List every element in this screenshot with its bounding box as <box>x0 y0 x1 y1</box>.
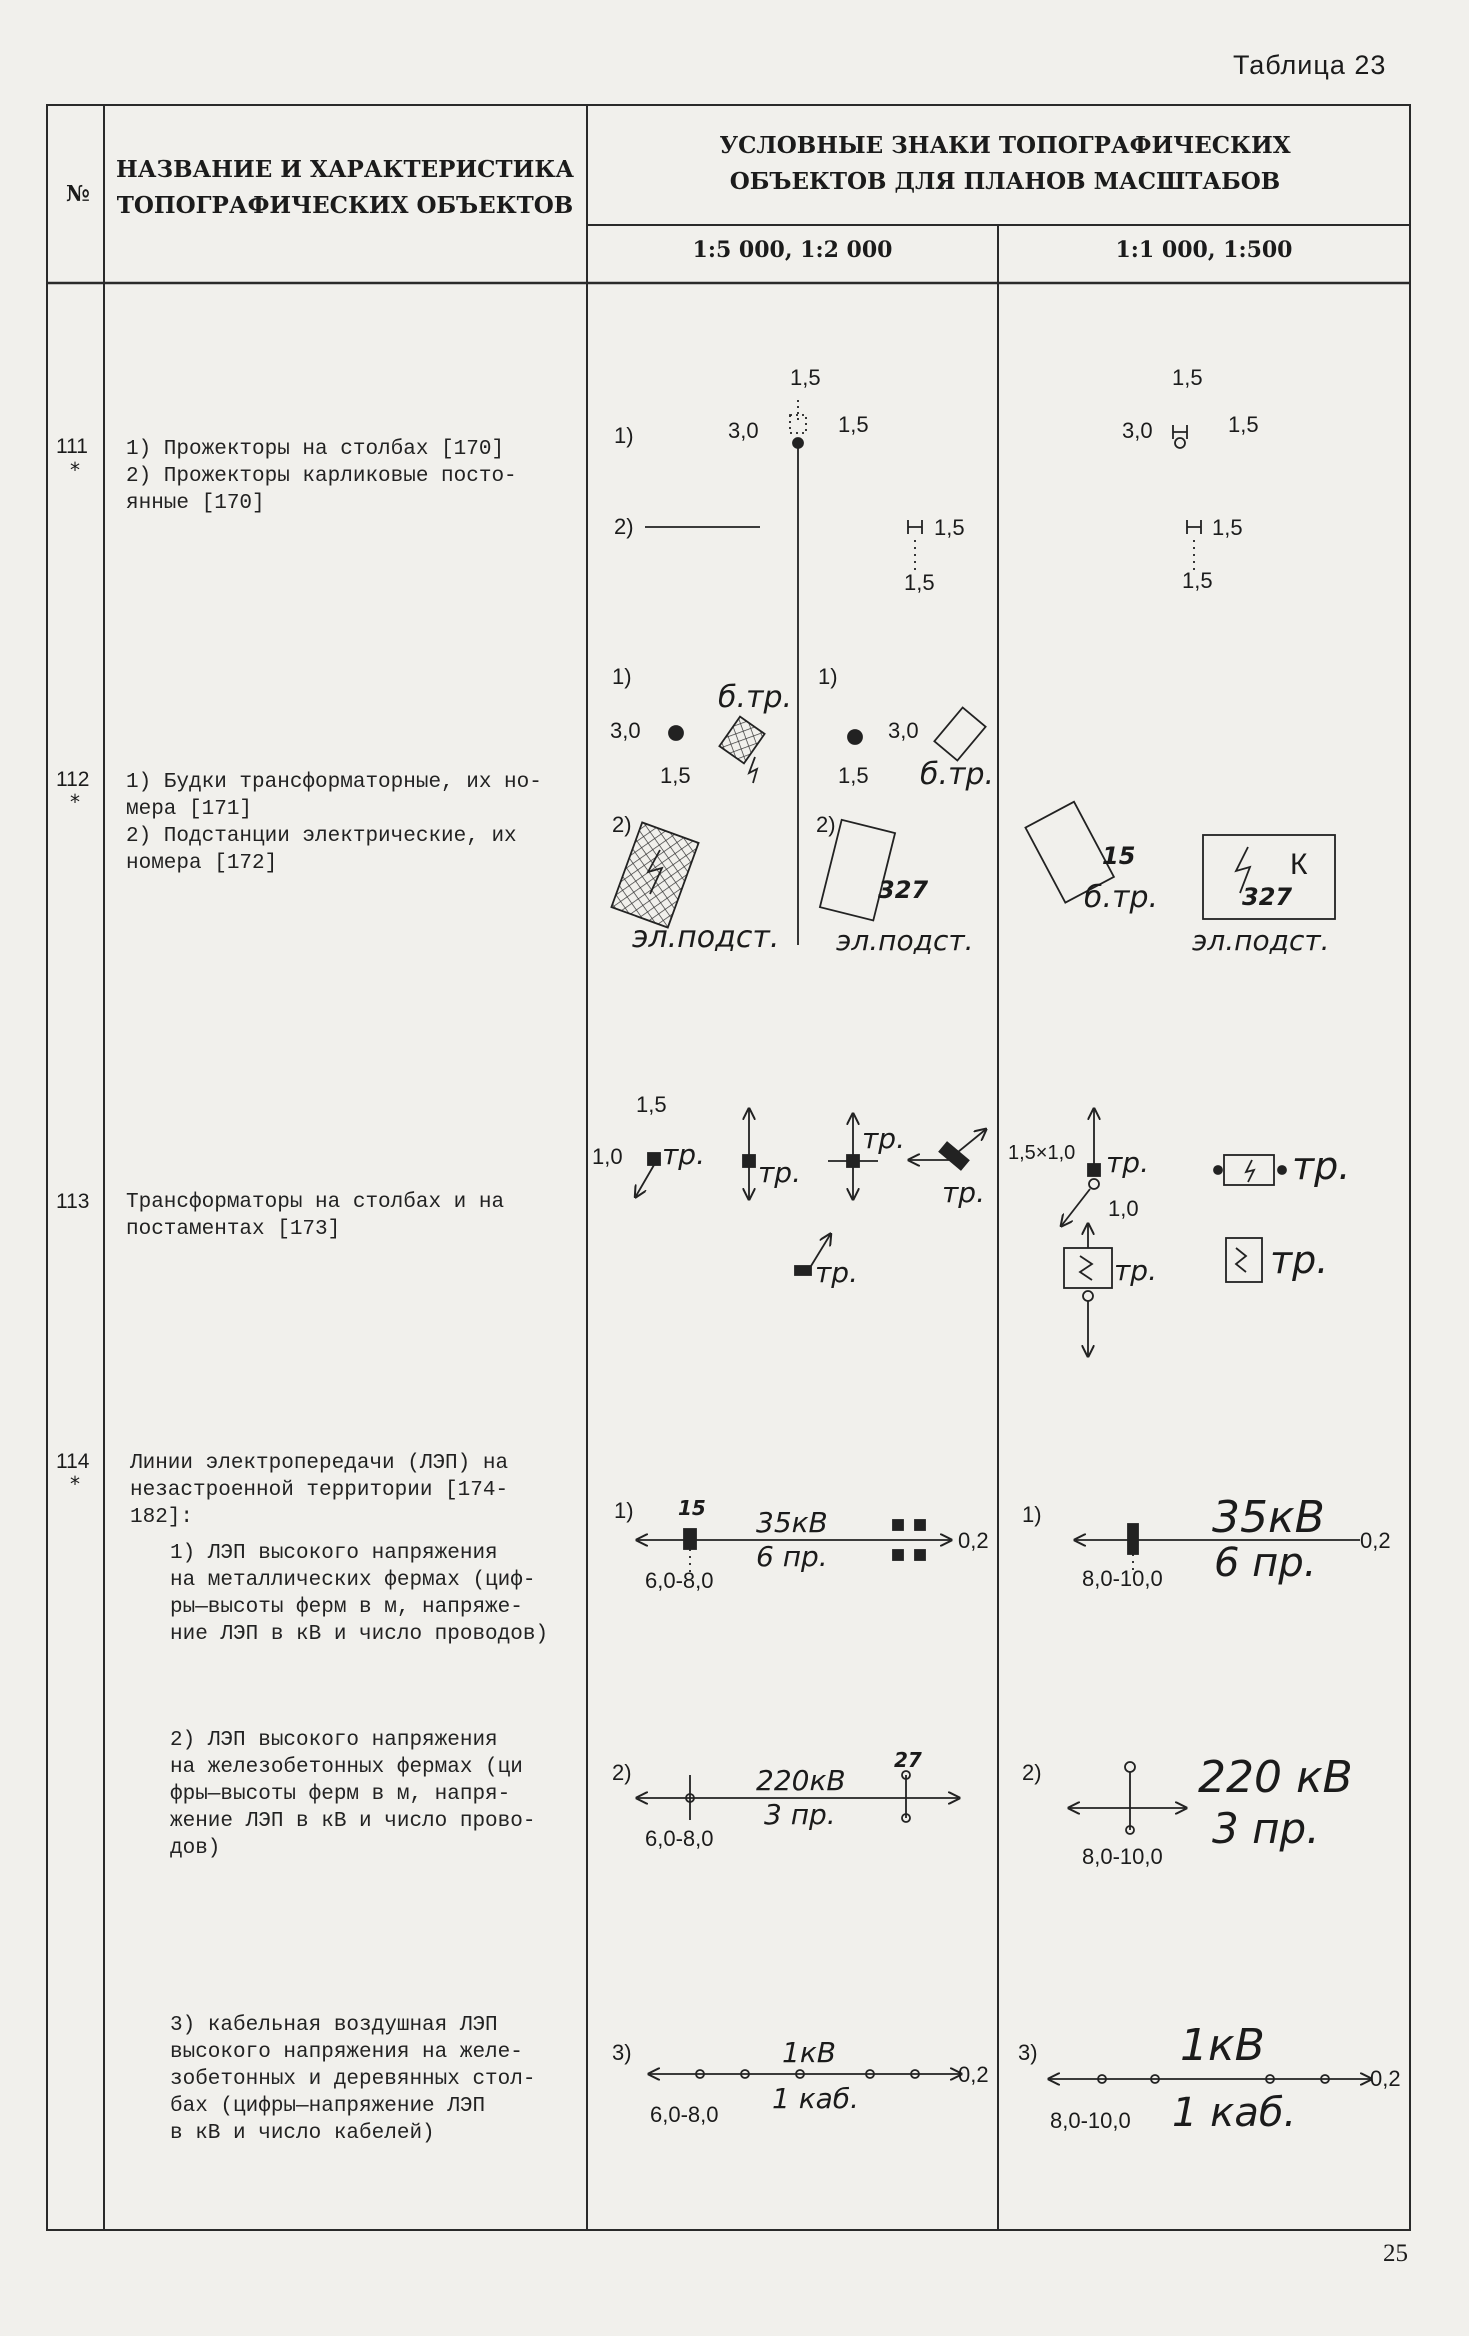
transformer-label: тр. <box>1106 1146 1149 1179</box>
dimension-label: 1,5 <box>1182 568 1213 593</box>
header-scale-a: 1:5 000, 1:2 000 <box>692 237 893 263</box>
sign-index-label: 3) <box>612 2040 632 2065</box>
powerline-concrete-icon <box>638 1762 1185 1834</box>
sign-index-label: 2) <box>612 812 632 837</box>
row-star: * <box>70 458 80 482</box>
sign-index-label: 1) <box>818 664 838 689</box>
desc-line: зобетонных и деревянных стол- <box>170 2068 536 2091</box>
desc-line: 2) Прожекторы карликовые посто- <box>126 465 517 488</box>
voltage-label: 220кВ <box>756 1764 846 1797</box>
substation-label: эл.подст. <box>632 920 780 955</box>
desc-line: 1) ЛЭП высокого напряжения <box>170 1542 498 1565</box>
dimension-label: 3,0 <box>610 718 641 743</box>
dimension-label: 1,5×1,0 <box>1008 1142 1076 1164</box>
booth-label: б.тр. <box>718 680 793 715</box>
powerline-cable-icon <box>650 2070 1370 2083</box>
voltage-label: 35кВ <box>1212 1492 1325 1543</box>
dimension-label: 1,5 <box>1212 515 1243 540</box>
desc-line: жение ЛЭП в кВ и число прово- <box>170 1810 536 1833</box>
sign-index-label: 1) <box>614 423 634 448</box>
row-number: 111 <box>56 435 88 458</box>
desc-line: ние ЛЭП в кВ и число проводов) <box>170 1623 549 1646</box>
dwarf-searchlight-icon <box>645 520 1201 570</box>
desc-line: мера [171] <box>126 798 253 821</box>
substation-icon <box>611 802 1335 928</box>
row-star: * <box>70 790 80 814</box>
dimension-label: 1,5 <box>790 365 821 390</box>
desc-line: фры—высоты ферм в м, напря- <box>170 1783 511 1806</box>
voltage-label: 35кВ <box>756 1506 828 1539</box>
number-label: 327 <box>1242 883 1293 911</box>
header-signs-line2: ОБЪЕКТОВ ДЛЯ ПЛАНОВ МАСШТАБОВ <box>729 168 1281 195</box>
cables-label: 1 каб. <box>1172 2090 1297 2136</box>
desc-line: Трансформаторы на столбах и на <box>126 1191 505 1214</box>
dimension-label: 0,2 <box>958 1528 989 1553</box>
transformer-label: тр. <box>815 1256 858 1289</box>
sign-index-label: 2) <box>816 812 836 837</box>
searchlight-pole-icon <box>790 400 806 945</box>
sign-index-label: 1) <box>614 1498 634 1523</box>
desc-line: 2) ЛЭП высокого напряжения <box>170 1729 498 1752</box>
dimension-label: 3,0 <box>728 418 759 443</box>
desc-line: ры—высоты ферм в м, напряже- <box>170 1596 523 1619</box>
transformer-label: тр. <box>942 1176 985 1209</box>
wires-label: 3 пр. <box>764 1798 836 1831</box>
range-label: 8,0-10,0 <box>1082 1566 1163 1591</box>
booth-label: б.тр. <box>920 757 995 792</box>
desc-line: номера [172] <box>126 852 278 875</box>
dimension-label: 0,2 <box>1370 2066 1401 2091</box>
header-name-line1: НАЗВАНИЕ И ХАРАКТЕРИСТИКА <box>116 156 574 183</box>
transformer-label: тр. <box>1292 1144 1351 1188</box>
transformer-label: тр. <box>662 1138 705 1171</box>
voltage-label: 1кВ <box>782 2036 836 2069</box>
header-name-line2: ТОПОГРАФИЧЕСКИХ ОБЪЕКТОВ <box>116 192 574 219</box>
letter-label: К <box>1290 848 1308 881</box>
dimension-label: 0,2 <box>958 2062 989 2087</box>
dimension-label: 3,0 <box>1122 418 1153 443</box>
range-label: 6,0-8,0 <box>645 1568 714 1593</box>
desc-line: в кВ и число кабелей) <box>170 2122 435 2145</box>
height-label: 15 <box>678 1496 706 1520</box>
row-number: 114 <box>56 1450 90 1473</box>
dimension-label: 1,0 <box>1108 1196 1139 1221</box>
booth-label: б.тр. <box>1084 880 1159 915</box>
desc-line: 3) кабельная воздушная ЛЭП <box>170 2014 498 2037</box>
range-label: 6,0-8,0 <box>650 2102 719 2127</box>
row-number: 113 <box>56 1190 90 1213</box>
dimension-label: 1,5 <box>1228 412 1259 437</box>
dimension-label: 1,5 <box>1172 365 1203 390</box>
searchlight-pole-small-icon <box>1173 425 1187 448</box>
header-scale-b: 1:1 000, 1:500 <box>1115 237 1293 263</box>
row-number: 112 <box>56 768 90 791</box>
height-label: 27 <box>894 1748 922 1772</box>
desc-line: постаментах [173] <box>126 1218 341 1241</box>
dimension-label: 1,5 <box>934 515 965 540</box>
dimension-label: 3,0 <box>888 718 919 743</box>
wires-label: 6 пр. <box>756 1540 828 1573</box>
desc-line: бах (цифры—напряжение ЛЭП <box>170 2095 486 2118</box>
dimension-label: 1,0 <box>592 1144 623 1169</box>
desc-line: незастроенной территории [174- <box>130 1479 509 1502</box>
number-label: 327 <box>878 876 929 904</box>
pedestal-transformer-icon <box>1062 1110 1286 1355</box>
substation-label: эл.подст. <box>1192 924 1330 957</box>
pole-transformer-icon <box>636 1110 985 1275</box>
desc-line: на металлических фермах (циф- <box>170 1569 536 1592</box>
substation-label: эл.подст. <box>836 924 974 957</box>
sign-index-label: 3) <box>1018 2040 1038 2065</box>
dimension-label: 1,5 <box>660 763 691 788</box>
sign-index-label: 2) <box>612 1760 632 1785</box>
dimension-label: 1,5 <box>636 1092 667 1117</box>
desc-line: 1) Будки трансформаторные, их но- <box>126 771 542 794</box>
desc-line: дов) <box>170 1837 221 1860</box>
desc-line: Линии электропередачи (ЛЭП) на <box>130 1452 509 1475</box>
sign-index-label: 2) <box>614 514 634 539</box>
range-label: 8,0-10,0 <box>1082 1844 1163 1869</box>
dimension-label: 1,5 <box>838 763 869 788</box>
desc-line: высокого напряжения на желе- <box>170 2041 523 2064</box>
transformer-label: тр. <box>1270 1238 1329 1282</box>
desc-line: 2) Подстанции электрические, их <box>126 825 517 848</box>
number-label: 15 <box>1102 842 1136 870</box>
sign-index-label: 1) <box>612 664 632 689</box>
transformer-label: тр. <box>758 1156 801 1189</box>
desc-line: 182]: <box>130 1506 194 1529</box>
dimension-label: 1,5 <box>838 412 869 437</box>
wires-label: 6 пр. <box>1214 1540 1317 1586</box>
range-label: 8,0-10,0 <box>1050 2108 1131 2133</box>
desc-line: янные [170] <box>126 492 265 515</box>
page-number: 25 <box>1383 2240 1408 2267</box>
desc-line: 1) Прожекторы на столбах [170] <box>126 438 505 461</box>
table-caption: Таблица 23 <box>1233 50 1387 80</box>
wires-label: 3 пр. <box>1212 1804 1320 1853</box>
voltage-label: 220 кВ <box>1198 1752 1353 1803</box>
header-num: № <box>66 181 90 207</box>
range-label: 6,0-8,0 <box>645 1826 714 1851</box>
desc-line: на железобетонных фермах (ци <box>170 1756 523 1779</box>
sign-index-label: 2) <box>1022 1760 1042 1785</box>
sign-index-label: 1) <box>1022 1502 1042 1527</box>
header-signs-line1: УСЛОВНЫЕ ЗНАКИ ТОПОГРАФИЧЕСКИХ <box>719 132 1291 159</box>
cables-label: 1 каб. <box>772 2082 859 2115</box>
transformer-label: тр. <box>862 1122 905 1155</box>
dimension-label: 0,2 <box>1360 1528 1391 1553</box>
dimension-label: 1,5 <box>904 570 935 595</box>
transformer-label: тр. <box>1114 1254 1157 1287</box>
row-star: * <box>70 1472 80 1496</box>
voltage-label: 1кВ <box>1180 2020 1265 2071</box>
